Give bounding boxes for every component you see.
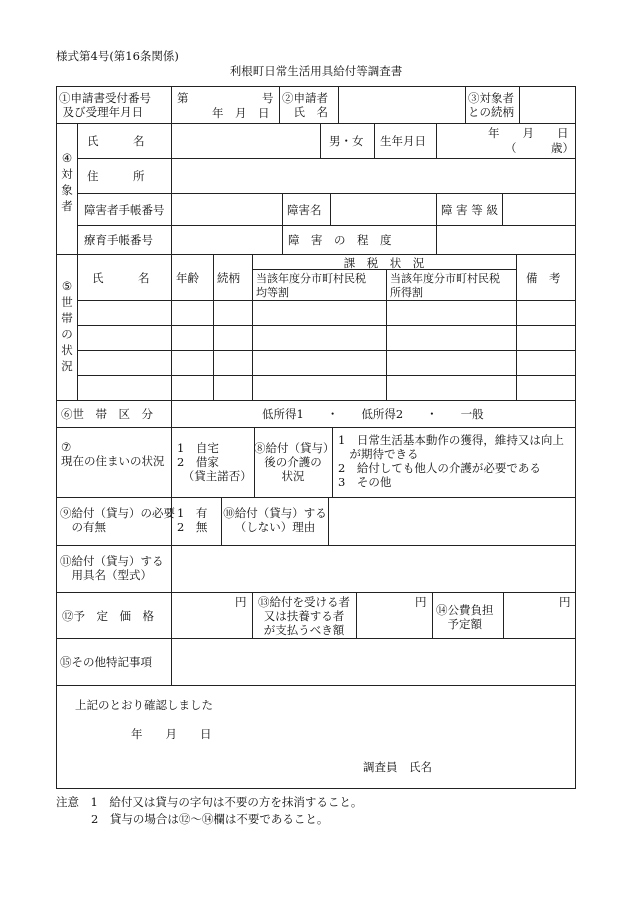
public-burden-label: ⑭公費負担 予定額 bbox=[436, 603, 494, 631]
household-relation-header: 続柄 bbox=[217, 271, 240, 285]
tax-shotoku-header: 当該年度分市町村民税 所得割 bbox=[390, 272, 500, 299]
classification-label: ⑥世 帯 区 分 bbox=[61, 407, 153, 421]
address-label: 住 所 bbox=[87, 169, 145, 183]
tax-status-header: 課 税 状 況 bbox=[343, 256, 425, 270]
necessity-label: ⑨給付（貸与）の必要 の有無 bbox=[60, 506, 175, 534]
footnote-1: 注意 1 給付又は貸与の字句は不要の方を抹消すること。 bbox=[56, 795, 363, 809]
age-label: （ 歳） bbox=[505, 141, 574, 155]
tax-kintou-header: 当該年度分市町村民税 均等割 bbox=[256, 272, 366, 299]
price-label: ⑫予 定 価 格 bbox=[62, 609, 154, 623]
burden-yen: 円 bbox=[415, 595, 427, 609]
dob-label: 生年月日 bbox=[380, 134, 426, 148]
item-label: ⑪給付（貸与）する 用具名（型式） bbox=[60, 554, 164, 582]
sex-label: 男・女 bbox=[329, 134, 364, 148]
household-age-header: 年齢 bbox=[176, 271, 199, 285]
household-name-header: 氏 名 bbox=[92, 271, 150, 285]
disability-book-label: 障害者手帳番号 bbox=[84, 203, 165, 217]
household-section-label: ⑤ 世 帯 の 状 況 bbox=[61, 279, 73, 373]
investigator-label: 調査員 氏名 bbox=[363, 760, 432, 774]
dob-ymd: 年 月 日 bbox=[488, 126, 569, 140]
care-options: 1 日常生活基本動作の獲得，維持又は向上 が期待できる 2 給付しても他人の介護が必要である 3 その他 bbox=[338, 433, 564, 489]
form-number: 様式第4号(第16条関係) bbox=[56, 49, 179, 63]
disability-name-label: 障害名 bbox=[287, 203, 322, 217]
confirm-date: 年 月 日 bbox=[131, 727, 212, 741]
care-label: ⑧給付（貸与） 後の介護の 状況 bbox=[254, 441, 335, 483]
receipt-number-label: ①申請書受付番号 及び受理年月日 bbox=[59, 91, 151, 119]
receipt-go: 号 bbox=[262, 91, 274, 105]
reason-label: ⑩給付（貸与）する （しない）理由 bbox=[223, 506, 327, 534]
confirm-text: 上記のとおり確認しました bbox=[75, 698, 213, 712]
applicant-name-label: ②申請者 氏 名 bbox=[282, 91, 328, 119]
subject-section-label: ④ 対 象 者 bbox=[61, 151, 73, 213]
form-title: 利根町日常生活用具給付等調査書 bbox=[229, 64, 403, 78]
public-yen: 円 bbox=[559, 595, 571, 609]
ryoiku-book-label: 療育手帳番号 bbox=[84, 233, 153, 247]
receipt-dai: 第 bbox=[177, 91, 189, 105]
relation-label: ③対象者 との続柄 bbox=[468, 91, 514, 119]
necessity-options: 1 有 2 無 bbox=[177, 506, 208, 534]
remarks-header: 備 考 bbox=[526, 271, 561, 285]
receipt-date: 年 月 日 bbox=[212, 106, 270, 120]
subject-name-label: 氏 名 bbox=[87, 134, 145, 148]
classification-options: 低所得1 ・ 低所得2 ・ 一般 bbox=[262, 407, 484, 421]
notes-label: ⑮その他特記事項 bbox=[60, 655, 152, 669]
residence-label: ⑦ 現在の住まいの状況 bbox=[61, 440, 165, 468]
disability-grade-label: 障 害 等 級 bbox=[441, 203, 498, 217]
residence-options: 1 自宅 2 借家 （貸主諾否） bbox=[177, 441, 252, 483]
burden-label: ⑬給付を受ける者 又は扶養する者 が支払うべき額 bbox=[258, 595, 350, 637]
footnote-2: 2 貸与の場合は⑫〜⑭欄は不要であること。 bbox=[91, 812, 329, 826]
disability-degree-label: 障 害 の 程 度 bbox=[288, 233, 392, 247]
price-yen: 円 bbox=[235, 595, 247, 609]
